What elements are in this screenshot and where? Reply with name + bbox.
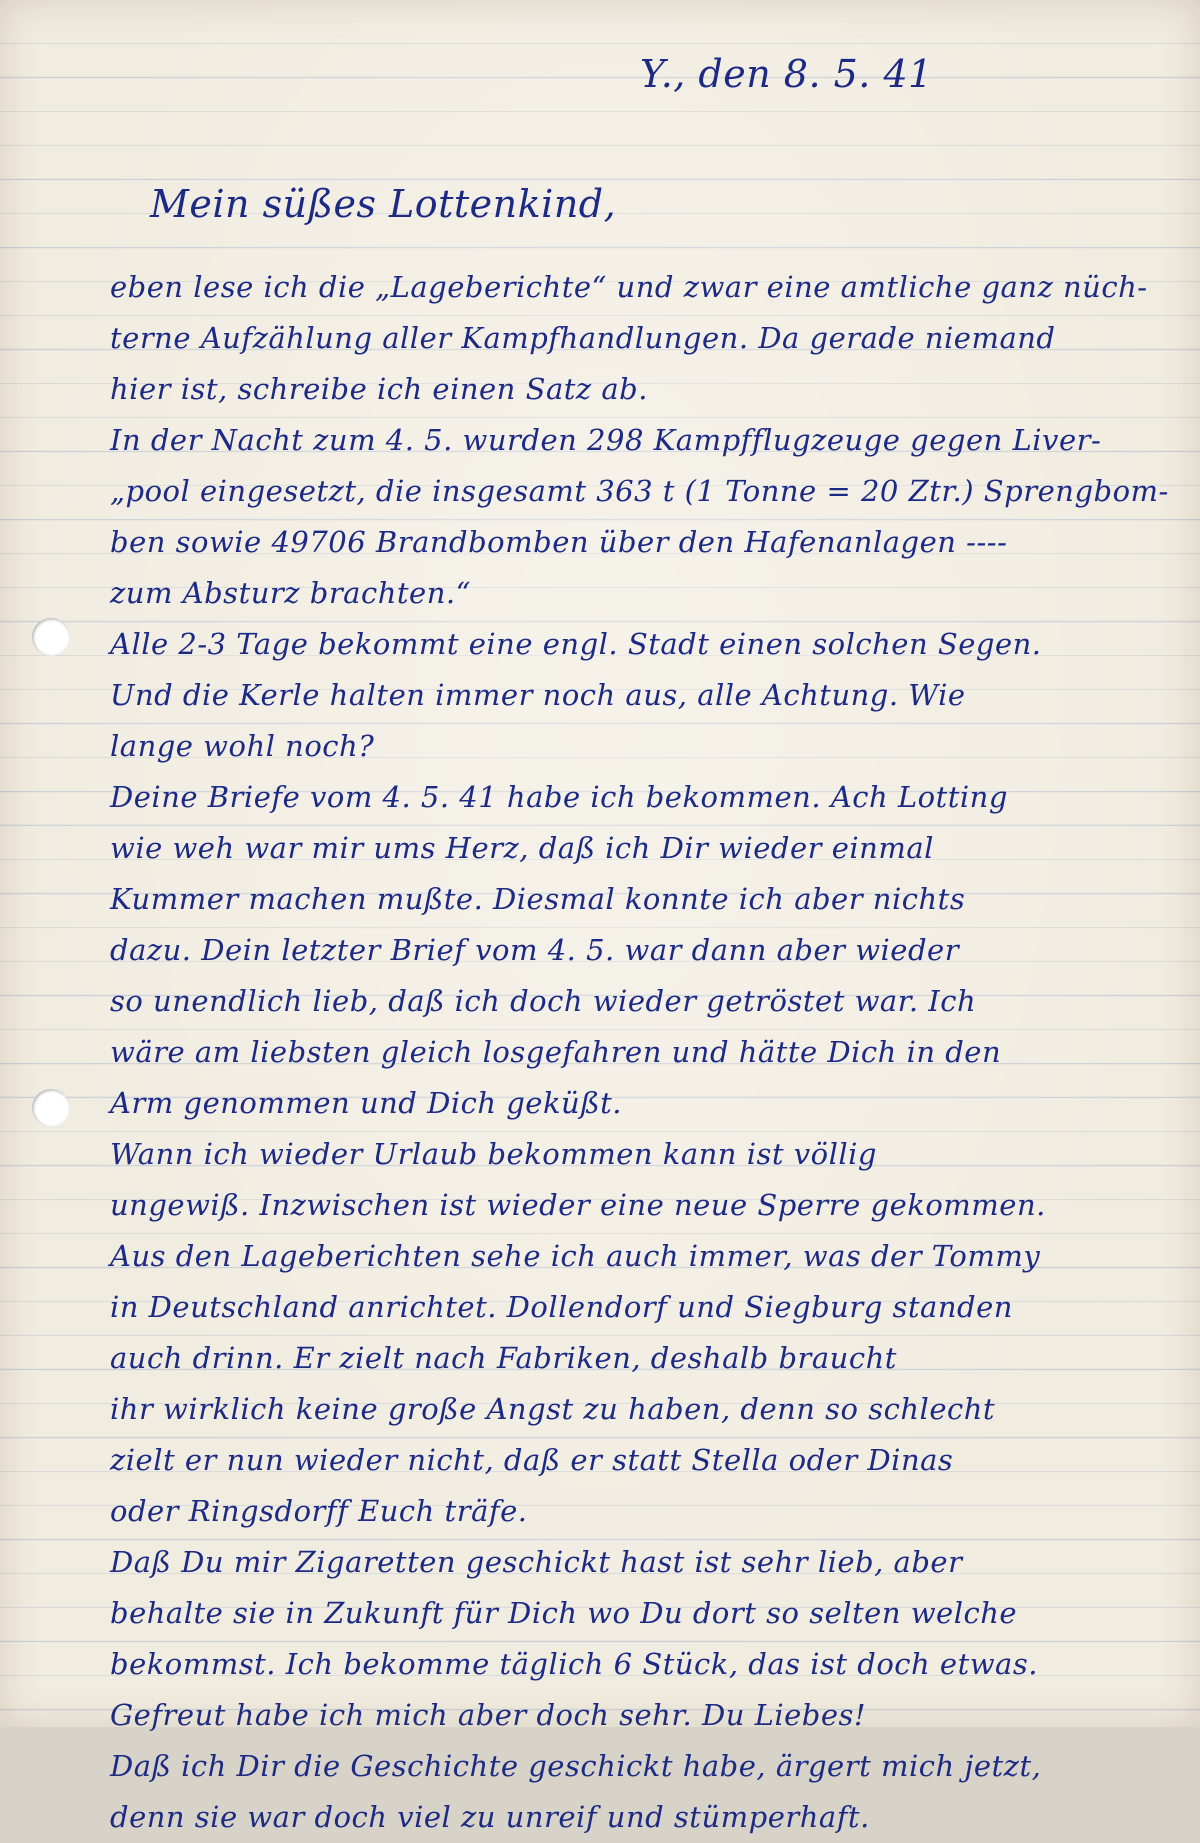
letter-line: zielt er nun wieder nicht, daß er statt Stella oder Dinas — [110, 1443, 954, 1477]
letter-line: Aus den Lageberichten sehe ich auch immer, was der Tommy — [110, 1239, 1041, 1273]
letter-line: zum Absturz brachten.“ — [110, 576, 471, 610]
letter-line: wie weh war mir ums Herz, daß ich Dir wieder einmal — [110, 831, 934, 865]
letter-line: dazu. Dein letzter Brief vom 4. 5. war dann aber wieder — [110, 933, 960, 967]
letter-line: Alle 2-3 Tage bekommt eine engl. Stadt einen solchen Segen. — [110, 627, 1042, 661]
letter-line: oder Ringsdorff Euch träfe. — [110, 1494, 528, 1528]
letter-line: terne Aufzählung aller Kampfhandlungen. Da gerade niemand — [110, 321, 1056, 355]
dateline: Y., den 8. 5. 41 — [640, 52, 933, 96]
letter-body — [110, 262, 1170, 1843]
letter-line: eben lese ich die „Lageberichte“ und zwar eine amtliche ganz nüch- — [110, 270, 1148, 304]
letter-line: behalte sie in Zukunft für Dich wo Du dort so selten welche — [110, 1596, 1018, 1630]
letter-line: Kummer machen mußte. Diesmal konnte ich aber nichts — [110, 882, 966, 916]
letter-line: ben sowie 49706 Brandbomben über den Hafenanlagen ---- — [110, 525, 1008, 559]
letter-line: In der Nacht zum 4. 5. wurden 298 Kampfflugzeuge gegen Liver- — [110, 423, 1102, 457]
letter-line: Daß Du mir Zigaretten geschickt hast ist sehr lieb, aber — [110, 1545, 963, 1579]
punch-hole-upper — [32, 618, 70, 656]
letter-line: auch drinn. Er zielt nach Fabriken, deshalb braucht — [110, 1341, 897, 1375]
letter-line: Gefreut habe ich mich aber doch sehr. Du Liebes! — [110, 1698, 867, 1732]
letter-line: ihr wirklich keine große Angst zu haben, denn so schlecht — [110, 1392, 996, 1426]
letter-line: ungewiß. Inzwischen ist wieder eine neue Sperre gekommen. — [110, 1188, 1046, 1222]
letter-line: „pool eingesetzt, die insgesamt 363 t (1 Tonne = 20 Ztr.) Sprengbom- — [110, 474, 1169, 508]
letter-line: Wann ich wieder Urlaub bekommen kann ist völlig — [110, 1137, 877, 1171]
punch-hole-lower — [32, 1089, 70, 1127]
letter-line: in Deutschland anrichtet. Dollendorf und Siegburg standen — [110, 1290, 1013, 1324]
letter-line: denn sie war doch viel zu unreif und stümperhaft. — [110, 1800, 870, 1834]
salutation: Mein süßes Lottenkind, — [150, 182, 617, 226]
letter-line: bekommst. Ich bekomme täglich 6 Stück, das ist doch etwas. — [110, 1647, 1038, 1681]
letter-line: Und die Kerle halten immer noch aus, alle Achtung. Wie — [110, 678, 966, 712]
letter-line: hier ist, schreibe ich einen Satz ab. — [110, 372, 648, 406]
letter-line: lange wohl noch? — [110, 729, 375, 763]
letter-line: so unendlich lieb, daß ich doch wieder getröstet war. Ich — [110, 984, 977, 1018]
letter-line: Arm genommen und Dich geküßt. — [110, 1086, 622, 1120]
letter-line: Deine Briefe vom 4. 5. 41 habe ich bekommen. Ach Lotting — [110, 780, 1008, 814]
letter-line: wäre am liebsten gleich losgefahren und hätte Dich in den — [110, 1035, 1002, 1069]
letter-line: Daß ich Dir die Geschichte geschickt habe, ärgert mich jetzt, — [110, 1749, 1042, 1783]
